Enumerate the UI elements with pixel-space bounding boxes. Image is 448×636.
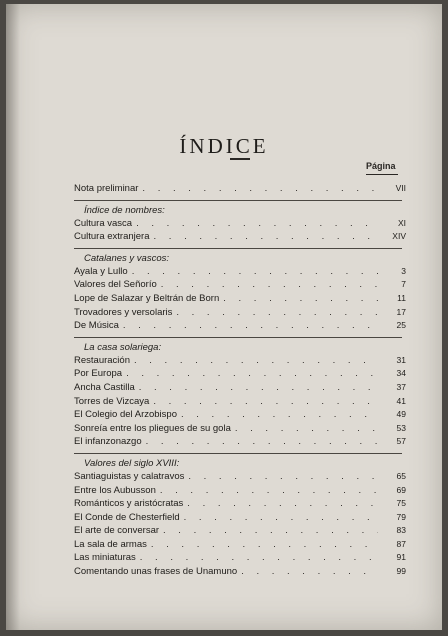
leader-dots [163,524,378,538]
leader-dots [160,484,378,498]
leader-dots [126,367,378,381]
table-of-contents [74,182,406,583]
leader-dots [146,435,378,449]
toc-entry-label: La sala de armas [74,538,147,550]
page-edge-shadow [6,4,20,630]
toc-entry [74,422,406,436]
toc-entry [74,278,406,292]
toc-entry-label: Cultura vasca [74,217,133,229]
toc-entry [74,306,406,320]
toc-entry-page: 3 [401,265,406,276]
toc-entry [74,230,406,244]
toc-entry-label: Comentando unas frases de Unamuno [74,566,238,578]
toc-top-block [74,182,406,196]
toc-entry-page: 17 [396,306,406,317]
toc-entry-label: Románticos y aristócratas [74,498,184,510]
toc-entry-label: Torres de Vizcaya [74,395,150,407]
page-column-label: Página [366,161,396,171]
toc-entry [74,470,406,484]
leader-dots [140,551,378,565]
toc-entry [74,551,406,565]
toc-section [74,204,406,244]
leader-dots [235,422,378,436]
section-separator [74,453,402,454]
toc-entry [74,292,406,306]
toc-entry [74,319,406,333]
toc-entry-label: Entre los Aubusson [74,484,156,496]
leader-dots [132,265,378,279]
toc-entry-label: El infanzonazgo [74,436,142,448]
section-heading: Valores del siglo XVIII: [84,457,180,469]
toc-entry-label: Santiaguistas y calatravos [74,470,185,482]
leader-dots [223,292,378,306]
leader-dots [161,278,378,292]
leader-dots [153,395,378,409]
toc-entry-label: El Colegio del Arzobispo [74,409,177,421]
toc-entry-page: 83 [396,525,406,536]
toc-entry-page: VII [395,183,406,193]
section-separator [74,337,402,338]
toc-entry-page: 91 [396,552,406,563]
toc-entry-page: 49 [396,409,406,420]
toc-entry-label: Valores del Señorío [74,279,157,291]
leader-dots [136,217,378,231]
page-column-rule [366,174,398,175]
leader-dots [184,511,378,525]
toc-entry [74,182,406,196]
toc-entry [74,265,406,279]
toc-entry [74,484,406,498]
leader-dots [142,182,378,196]
toc-entry [74,354,406,368]
toc-entry-label: Por Europa [74,368,123,380]
toc-entry-page: 99 [396,566,406,577]
toc-entry-page: 57 [396,436,406,447]
title-rule [230,158,250,160]
toc-entry-page: 65 [396,470,406,481]
toc-entry-page: XI [397,217,406,228]
toc-entry [74,497,406,511]
toc-section [74,341,406,449]
toc-entry-label: Nota preliminar [74,183,139,194]
page-title: ÍNDICE [179,134,269,158]
toc-section [74,252,406,333]
toc-section [74,457,406,579]
toc-entry-page: 34 [396,368,406,379]
toc-entry-label: Las miniaturas [74,552,136,564]
toc-entry [74,538,406,552]
leader-dots [134,354,378,368]
toc-entry [74,408,406,422]
toc-entry-label: Restauración [74,354,130,366]
toc-entry [74,511,406,525]
leader-dots [241,565,378,579]
toc-entry-page: 79 [396,511,406,522]
toc-entry [74,395,406,409]
book-page [6,4,442,630]
section-separator [74,200,402,201]
toc-entry-page: 7 [401,279,406,290]
toc-entry-label: Cultura extranjera [74,231,150,243]
toc-entry [74,381,406,395]
section-heading: Índice de nombres: [84,204,165,216]
leader-dots [181,408,378,422]
toc-entry-label: Ancha Castilla [74,381,135,393]
toc-entry-page: 25 [396,320,406,331]
toc-entry-page: 69 [396,484,406,495]
toc-entry-label: Trovadores y versolaris [74,306,173,318]
toc-entry [74,435,406,449]
toc-entry [74,217,406,231]
toc-entry [74,367,406,381]
toc-entry-label: Sonreía entre los pliegues de su gola [74,422,231,434]
toc-entry [74,524,406,538]
leader-dots [123,319,378,333]
toc-entry-page: 11 [397,292,406,303]
toc-entry-page: 37 [396,381,406,392]
toc-entry-page: 41 [396,395,406,406]
leader-dots [187,497,378,511]
toc-entry-label: Ayala y Lullo [74,265,128,277]
section-heading: La casa solariega: [84,341,162,353]
section-separator [74,248,402,249]
leader-dots [139,381,378,395]
toc-entry-label: Lope de Salazar y Beltrán de Born [74,292,220,304]
toc-entry [74,565,406,579]
leader-dots [151,538,378,552]
section-heading: Catalanes y vascos: [84,252,170,264]
leader-dots [176,306,378,320]
toc-entry-page: 31 [396,354,406,365]
toc-entry-page: 87 [396,538,406,549]
toc-entry-page: 53 [396,422,406,433]
toc-entry-page: 75 [396,498,406,509]
toc-entry-label: El Conde de Chesterfield [74,511,180,523]
toc-entry-label: El arte de conversar [74,525,160,537]
toc-entry-page: XIV [392,231,406,242]
leader-dots [154,230,378,244]
leader-dots [188,470,378,484]
toc-entry-label: De Música [74,320,119,332]
